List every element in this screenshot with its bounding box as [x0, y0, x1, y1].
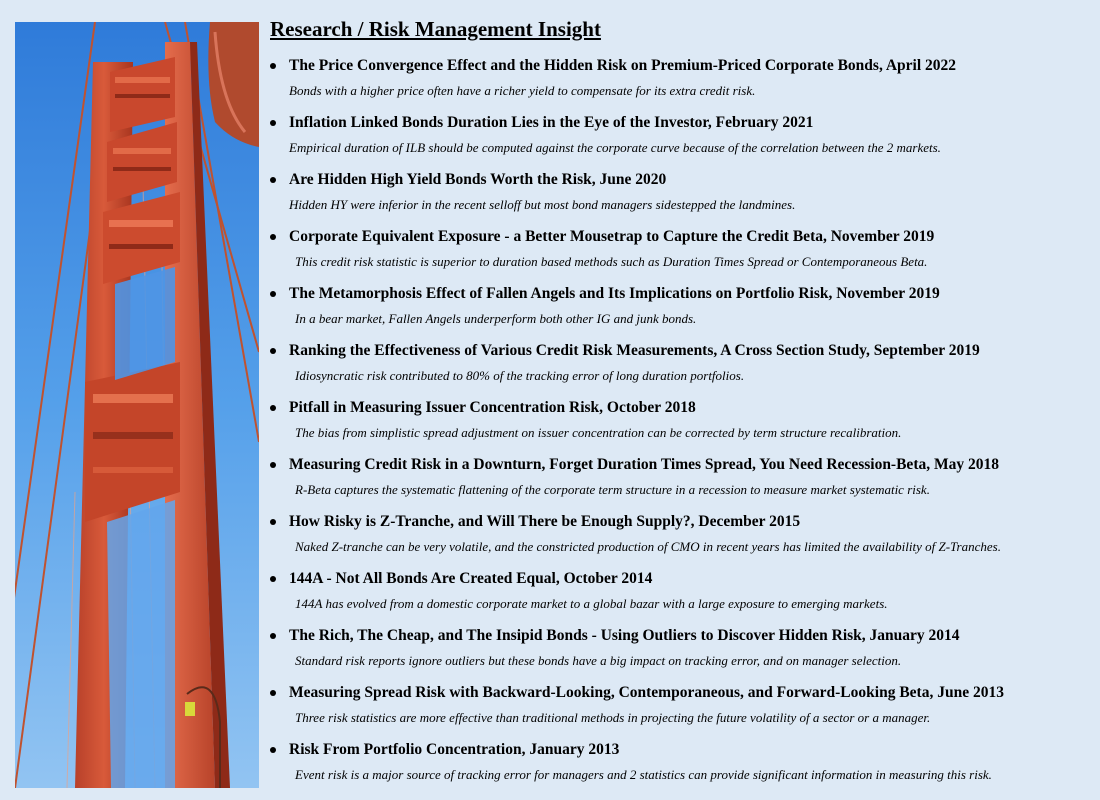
article-item	[270, 454, 1096, 511]
article-item	[270, 739, 1096, 796]
bullet-icon	[270, 690, 276, 696]
article-item	[270, 625, 1096, 682]
article-title[interactable]: The Price Convergence Effect and the Hidden Risk on Premium-Priced Corporate Bonds, April 2022	[289, 57, 957, 74]
article-title[interactable]: Inflation Linked Bonds Duration Lies in the Eye of the Investor, February 2021	[289, 114, 814, 131]
article-summary: Bonds with a higher price often have a richer yield to compensate for its extra credit risk.	[289, 83, 756, 98]
bullet-icon	[270, 63, 276, 69]
article-item	[270, 112, 1096, 169]
article-title[interactable]: Measuring Spread Risk with Backward-Looking, Contemporaneous, and Forward-Looking Beta, June 2013	[289, 684, 1004, 701]
bullet-icon	[270, 462, 276, 468]
article-summary: Three risk statistics are more effective than traditional methods in projecting the future volatility of a sector or a manager.	[295, 710, 931, 725]
bridge-tower-illustration	[15, 22, 259, 788]
golden-gate-bridge-photo	[15, 22, 259, 788]
article-title[interactable]: Measuring Credit Risk in a Downturn, Forget Duration Times Spread, You Need Recession-Beta, May 2018	[289, 456, 999, 473]
article-summary: Hidden HY were inferior in the recent selloff but most bond managers sidestepped the landmines.	[289, 197, 796, 212]
bullet-icon	[270, 291, 276, 297]
article-title[interactable]: Ranking the Effectiveness of Various Credit Risk Measurements, A Cross Section Study, September 2019	[289, 342, 980, 359]
article-list	[270, 55, 1096, 796]
article-title[interactable]: The Metamorphosis Effect of Fallen Angels and Its Implications on Portfolio Risk, November 2019	[289, 285, 940, 302]
article-title[interactable]: Pitfall in Measuring Issuer Concentration Risk, October 2018	[289, 399, 696, 416]
bullet-icon	[270, 405, 276, 411]
article-summary: Event risk is a major source of tracking error for managers and 2 statistics can provide significant information in measuring this risk.	[295, 767, 992, 782]
bullet-icon	[270, 120, 276, 126]
article-item	[270, 226, 1096, 283]
article-item	[270, 169, 1096, 226]
article-summary: Standard risk reports ignore outliers but these bonds have a big impact on tracking error, and on manager selection.	[295, 653, 902, 668]
article-title[interactable]: 144A - Not All Bonds Are Created Equal, October 2014	[289, 570, 653, 587]
article-item	[270, 55, 1096, 112]
research-content	[270, 16, 1096, 796]
article-item	[270, 682, 1096, 739]
article-summary: The bias from simplistic spread adjustment on issuer concentration can be corrected by term structure recalibration.	[295, 425, 902, 440]
article-item	[270, 511, 1096, 568]
article-summary: Naked Z-tranche can be very volatile, and the constricted production of CMO in recent years has limited the availability of Z-Tranches.	[295, 539, 1001, 554]
article-item	[270, 568, 1096, 625]
article-summary: Empirical duration of ILB should be computed against the corporate curve because of the correlation between the 2 markets.	[289, 140, 941, 155]
article-summary: R-Beta captures the systematic flattening of the corporate term structure in a recession to measure market systematic risk.	[295, 482, 930, 497]
article-item	[270, 397, 1096, 454]
article-summary: Idiosyncratic risk contributed to 80% of the tracking error of long duration portfolios.	[295, 368, 745, 383]
bullet-icon	[270, 519, 276, 525]
article-title[interactable]: Risk From Portfolio Concentration, January 2013	[289, 741, 620, 758]
article-summary: This credit risk statistic is superior to duration based methods such as Duration Times Spread or Contemporaneous Beta.	[295, 254, 928, 269]
article-summary: 144A has evolved from a domestic corporate market to a global bazar with a large exposure to emerging markets.	[295, 596, 888, 611]
article-title[interactable]: The Rich, The Cheap, and The Insipid Bonds - Using Outliers to Discover Hidden Risk, January 2014	[289, 627, 960, 644]
bullet-icon	[270, 234, 276, 240]
bullet-icon	[270, 747, 276, 753]
bullet-icon	[270, 576, 276, 582]
article-item	[270, 283, 1096, 340]
article-title[interactable]: How Risky is Z-Tranche, and Will There be Enough Supply?, December 2015	[289, 513, 801, 530]
article-title[interactable]: Are Hidden High Yield Bonds Worth the Risk, June 2020	[289, 171, 667, 188]
bullet-icon	[270, 177, 276, 183]
article-title[interactable]: Corporate Equivalent Exposure - a Better Mousetrap to Capture the Credit Beta, November 2019	[289, 228, 935, 245]
bullet-icon	[270, 348, 276, 354]
bullet-icon	[270, 633, 276, 639]
article-summary: In a bear market, Fallen Angels underperform both other IG and junk bonds.	[295, 311, 697, 326]
article-item	[270, 340, 1096, 397]
page-title: Research / Risk Management Insight	[270, 17, 601, 41]
yellow-marker	[185, 702, 195, 716]
